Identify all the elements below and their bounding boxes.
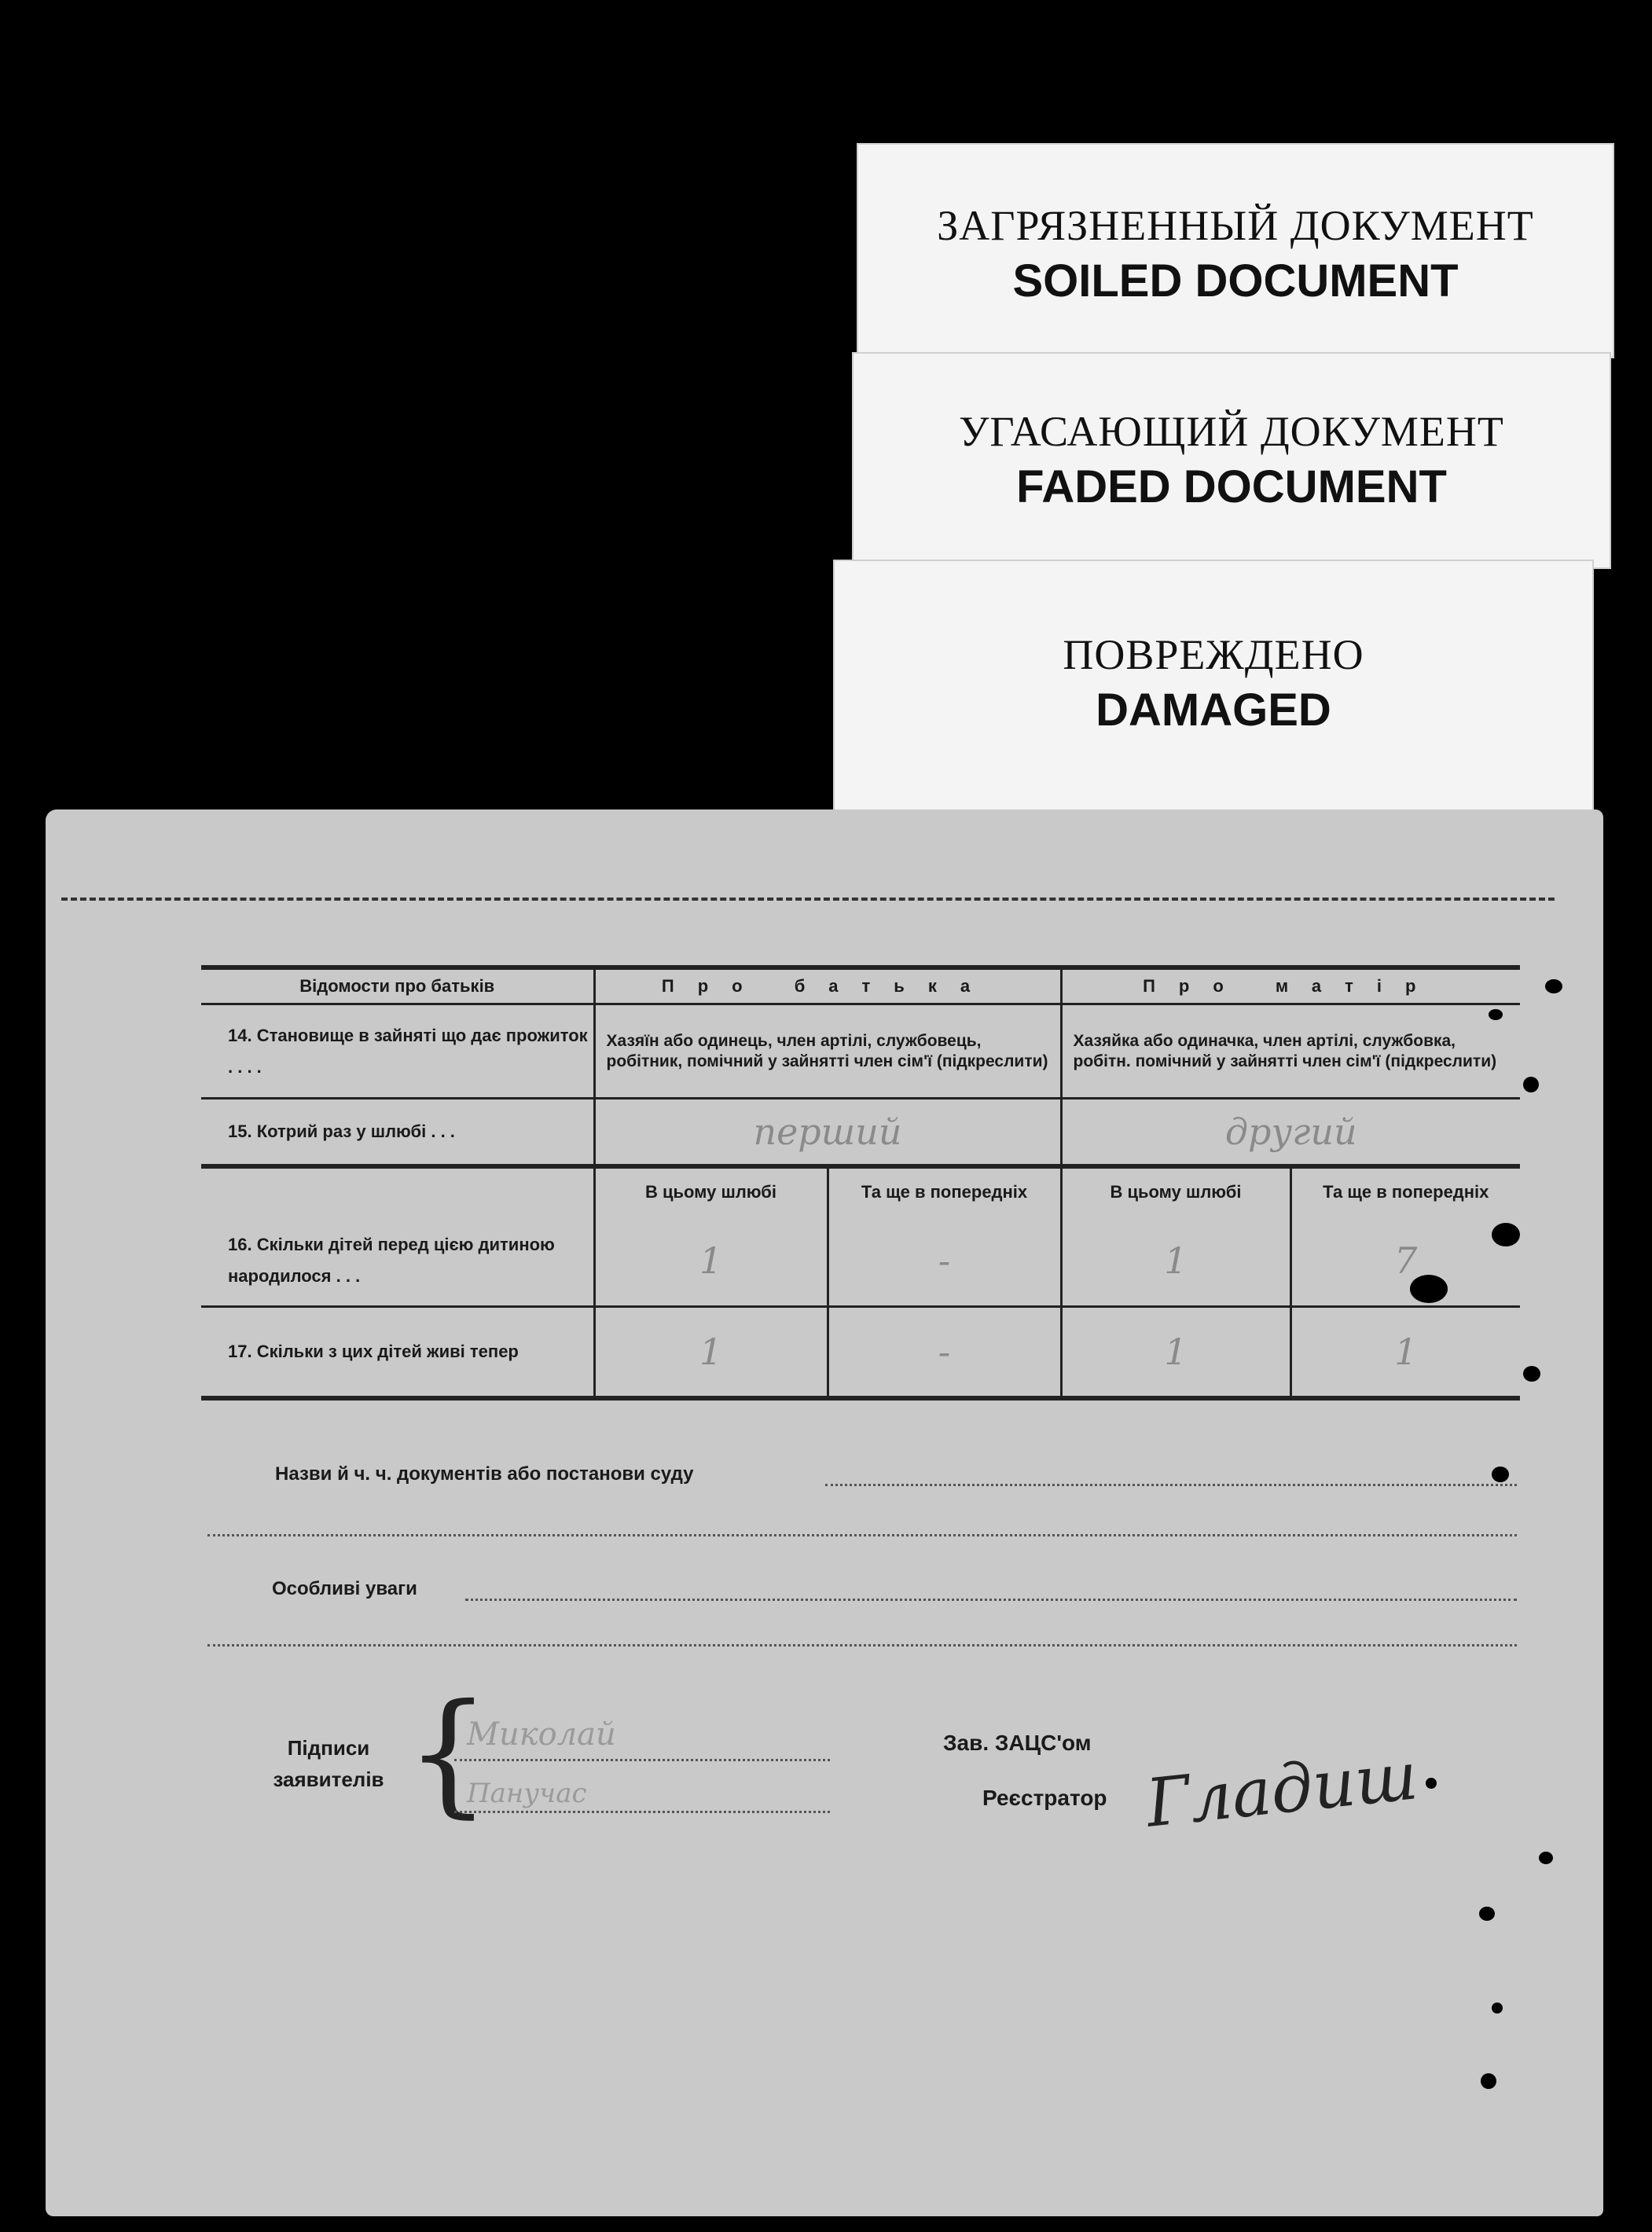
applicant-line-2: [454, 1811, 830, 1813]
row15-mother-value: другий: [1061, 1099, 1520, 1166]
documents-line-2: [207, 1534, 1517, 1536]
damaged-document-label: [833, 560, 1594, 814]
damage-hole: [1492, 1467, 1509, 1482]
documents-line-1: [825, 1484, 1517, 1486]
remarks-label: Особливі уваги: [272, 1578, 417, 1599]
damage-hole: [1523, 1077, 1539, 1092]
applicant-signature-1: Миколай: [467, 1716, 616, 1753]
damage-hole: [1545, 979, 1562, 993]
zags-head-label: Зав. ЗАЦС'ом: [943, 1731, 1092, 1755]
row15-father-value: перший: [594, 1099, 1061, 1166]
registrar-signature: Гладиш: [1142, 1737, 1422, 1842]
row14-label: 14. Становище в зайняті що дає прожиток . . . .: [201, 1004, 594, 1099]
row-17: [201, 1307, 1520, 1398]
damage-hole: [1492, 1223, 1520, 1246]
damage-hole: [1489, 1009, 1503, 1020]
damaged-label-ru: ПОВРЕЖДЕНО: [1063, 631, 1364, 678]
soiled-label-ru: ЗАГРЯЗНЕННЫЙ ДОКУМЕНТ: [937, 202, 1534, 249]
mother-previous-header: Та ще в попередніх: [1290, 1166, 1520, 1216]
mother-header: Про матір: [1061, 967, 1520, 1004]
applicant-signature-2: Панучас: [467, 1778, 587, 1809]
table-header-row: [201, 967, 1520, 1004]
mother-in-marriage-header: В цьому шлюбі: [1061, 1166, 1290, 1216]
damage-hole: [1481, 2073, 1496, 2089]
remarks-line-2: [207, 1644, 1517, 1646]
row16-value-4: 7: [1290, 1216, 1520, 1307]
damage-hole: [1410, 1275, 1448, 1303]
row16-value-1: 1: [594, 1216, 828, 1307]
row17-value-2: -: [828, 1307, 1061, 1398]
documents-label: Назви й ч. ч. документів або постанови суду: [275, 1463, 694, 1485]
row15-label: 15. Котрий раз у шлюбі . . .: [201, 1099, 594, 1166]
registrar-label: Реєстратор: [982, 1786, 1107, 1810]
row17-label: 17. Скільки з цих дітей живі тепер: [201, 1307, 594, 1398]
applicant-line-1: [454, 1759, 830, 1761]
applicants-signatures-label: [251, 1732, 406, 1795]
damage-hole: [1539, 1852, 1553, 1864]
damage-hole: [1492, 2003, 1503, 2014]
father-header: Про батька: [594, 967, 1061, 1004]
damaged-label-en: DAMAGED: [1096, 685, 1331, 736]
row17-value-3: 1: [1061, 1307, 1290, 1398]
row-16: [201, 1216, 1520, 1307]
row14-mother: Хазяйка або одиначка, член артілі, службовка, робітн. помічний у зайнятті член сім'ї (підкреслити): [1061, 1004, 1520, 1099]
soiled-document-label: [857, 143, 1614, 358]
section-header: Відомости про батьків: [201, 967, 594, 1004]
father-in-marriage-header: В цьому шлюбі: [594, 1166, 828, 1216]
damage-hole: [1479, 1907, 1495, 1921]
signatures-label-line1: Підписи: [287, 1736, 370, 1760]
row-15: [201, 1099, 1520, 1166]
row16-value-3: 1: [1061, 1216, 1290, 1307]
row16-value-2: -: [828, 1216, 1061, 1307]
row17-value-1: 1: [594, 1307, 828, 1398]
form-sheet: [46, 809, 1603, 2216]
subheader-row: [201, 1166, 1520, 1216]
damage-hole: [1426, 1778, 1437, 1789]
tear-line: [61, 898, 1555, 901]
signatures-brace: {: [406, 1676, 491, 1831]
row14-father: Хазяїн або одинець, член артілі, службовець, робітник, помічний у зайнятті член сім'ї (підкреслити): [594, 1004, 1061, 1099]
row-14: [201, 1004, 1520, 1099]
soiled-label-en: SOILED DOCUMENT: [1012, 255, 1459, 307]
row16-label: 16. Скільки дітей перед цією дитиною народилося . . .: [201, 1216, 594, 1307]
father-previous-header: Та ще в попередніх: [828, 1166, 1061, 1216]
row17-value-4: 1: [1290, 1307, 1520, 1398]
faded-document-label: [852, 352, 1611, 569]
faded-label-en: FADED DOCUMENT: [1016, 461, 1447, 512]
damage-hole: [1523, 1366, 1540, 1382]
remarks-line-1: [465, 1599, 1517, 1601]
signatures-label-line2: заявителів: [273, 1768, 384, 1791]
parents-info-table: [201, 965, 1520, 1401]
faded-label-ru: УГАСАЮЩИЙ ДОКУМЕНТ: [959, 408, 1504, 455]
